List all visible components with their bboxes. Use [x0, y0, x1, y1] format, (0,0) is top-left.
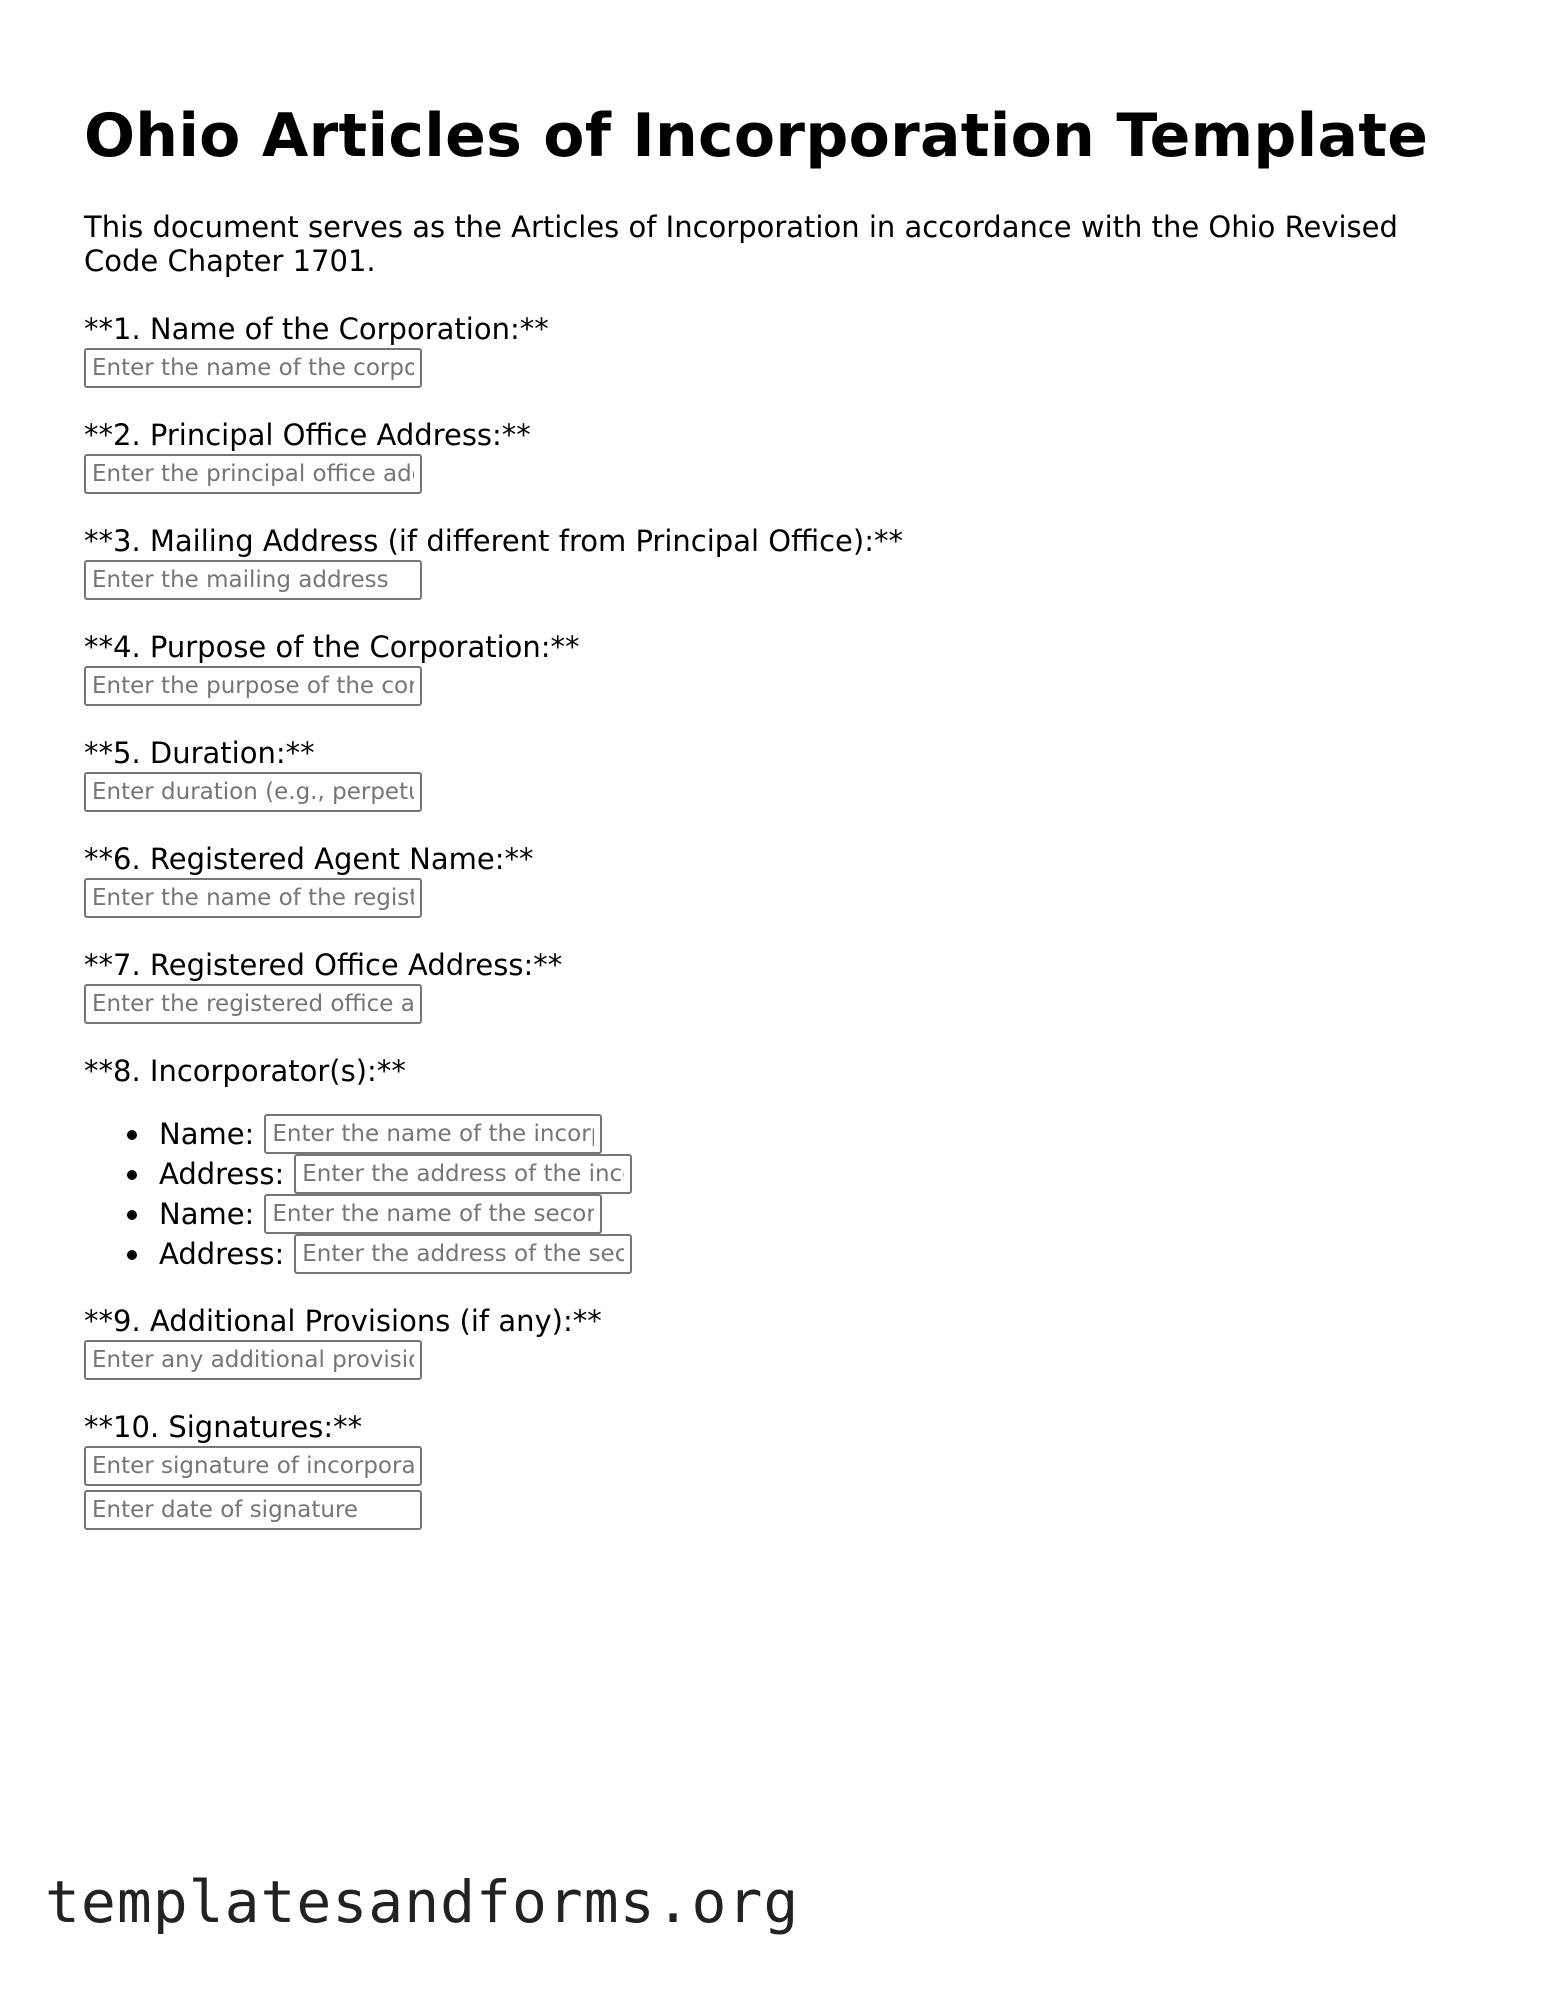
section-agent-name	[84, 842, 1484, 918]
section-label-purpose: **4. Purpose of the Corporation:**	[84, 630, 580, 664]
bullet-icon	[127, 1250, 137, 1260]
incorporator-list	[84, 1114, 1484, 1274]
section-label-agent-name: **6. Registered Agent Name:**	[84, 842, 534, 876]
section-label-principal-office: **2. Principal Office Address:**	[84, 418, 531, 452]
mailing-address-input[interactable]	[84, 560, 422, 600]
principal-office-input[interactable]	[84, 454, 422, 494]
incorporator-address-input[interactable]	[294, 1154, 632, 1194]
section-provisions	[84, 1304, 1484, 1380]
section-label-corporation-name: **1. Name of the Corporation:**	[84, 312, 549, 346]
section-purpose	[84, 630, 1484, 706]
incorporator-address-label: Address:	[159, 1157, 285, 1191]
purpose-input[interactable]	[84, 666, 422, 706]
section-corporation-name	[84, 312, 1484, 388]
section-label-signatures: **10. Signatures:**	[84, 1410, 363, 1444]
second-incorporator-name-label: Name:	[159, 1197, 255, 1231]
incorporator-name-label: Name:	[159, 1117, 255, 1151]
page-title: Ohio Articles of Incorporation Template	[84, 101, 1429, 171]
section-incorporators	[84, 1054, 1484, 1274]
corporation-name-input[interactable]	[84, 348, 422, 388]
second-incorporator-address-label: Address:	[159, 1237, 285, 1271]
incorporator-name-input[interactable]	[264, 1114, 602, 1154]
intro-paragraph: This document serves as the Articles of Incorporation in accordance with the Ohio Revised Code Chapter 1701.	[84, 210, 1398, 278]
section-label-provisions: **9. Additional Provisions (if any):**	[84, 1304, 602, 1338]
document-page	[84, 100, 1484, 1560]
list-item	[127, 1154, 1484, 1194]
bullet-icon	[127, 1210, 137, 1220]
section-mailing-address	[84, 524, 1484, 600]
section-label-registered-office: **7. Registered Office Address:**	[84, 948, 563, 982]
list-item	[127, 1194, 1484, 1234]
duration-input[interactable]	[84, 772, 422, 812]
section-signatures	[84, 1410, 1484, 1530]
signature-date-input[interactable]	[84, 1490, 422, 1530]
section-duration	[84, 736, 1484, 812]
watermark-text: templatesandforms.org	[45, 1868, 800, 1936]
section-registered-office	[84, 948, 1484, 1024]
second-incorporator-name-input[interactable]	[264, 1194, 602, 1234]
section-label-duration: **5. Duration:**	[84, 736, 315, 770]
section-principal-office	[84, 418, 1484, 494]
signature-input[interactable]	[84, 1446, 422, 1486]
agent-name-input[interactable]	[84, 878, 422, 918]
provisions-input[interactable]	[84, 1340, 422, 1380]
bullet-icon	[127, 1170, 137, 1180]
list-item	[127, 1114, 1484, 1154]
registered-office-input[interactable]	[84, 984, 422, 1024]
section-label-mailing-address: **3. Mailing Address (if different from Principal Office):**	[84, 524, 903, 558]
bullet-icon	[127, 1130, 137, 1140]
section-label-incorporators: **8. Incorporator(s):**	[84, 1054, 406, 1088]
list-item	[127, 1234, 1484, 1274]
second-incorporator-address-input[interactable]	[294, 1234, 632, 1274]
